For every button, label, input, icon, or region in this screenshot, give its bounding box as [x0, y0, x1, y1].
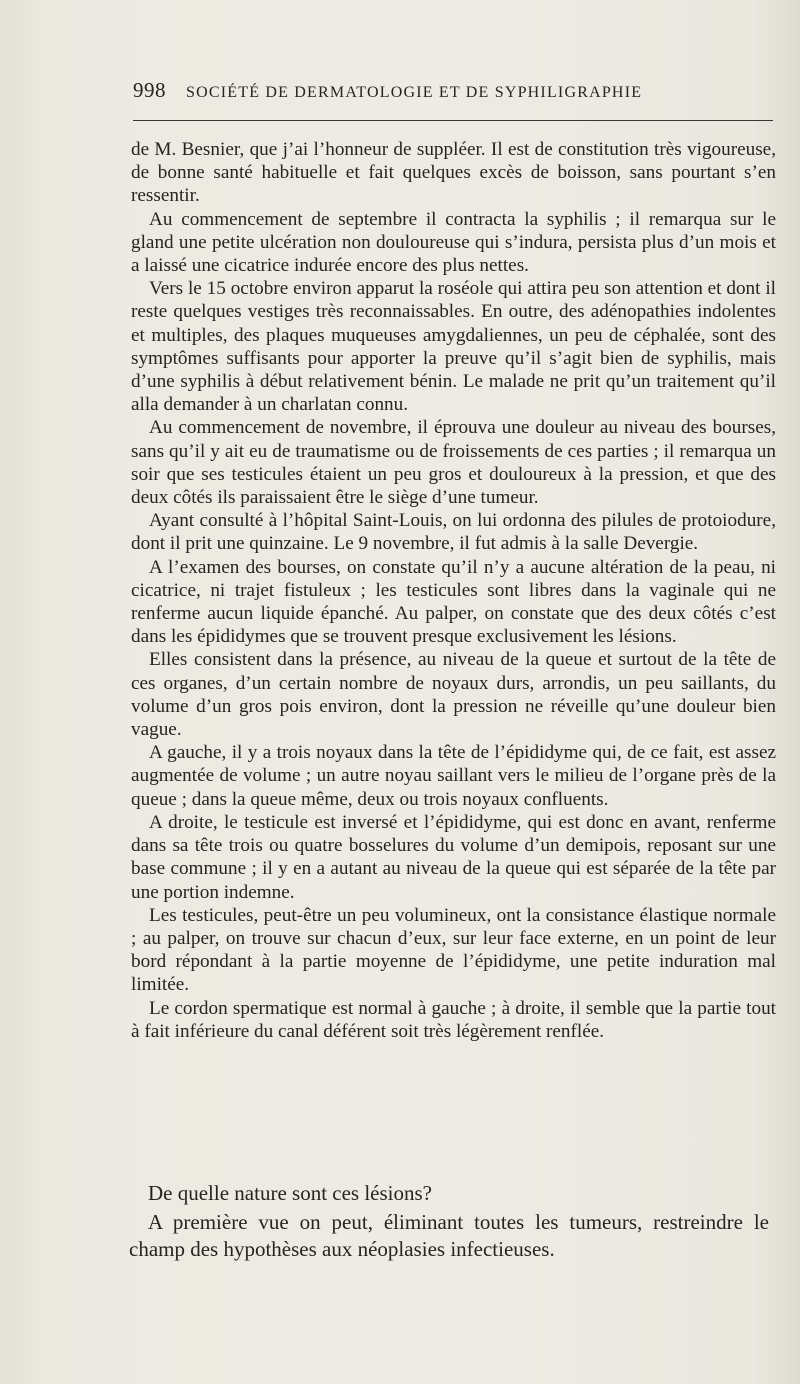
paragraph: Le cordon spermatique est normal à gauche ; à droite, il semble que la partie tout à fait inférieure du canal déférent soit très légèrement renflée.: [131, 997, 776, 1042]
paragraph: Ayant consulté à l’hôpital Saint-Louis, on lui ordonna des pilules de protoiodure, dont il prit une quinzaine. Le 9 novembre, il fut admis à la salle Devergie.: [131, 510, 776, 555]
paragraph: Elles consistent dans la présence, au niveau de la queue et surtout de la tête de ces organes, d’un certain nombre de noyaux durs, arrondis, un peu saillants, du volume d’un gros pois environ, dont la pression ne réveille qu’une douleur bien vague.: [131, 649, 776, 741]
header-rule: [133, 120, 773, 121]
page-number: 998: [133, 78, 166, 102]
paragraph: A l’examen des bourses, on constate qu’il n’y a aucune altération de la peau, ni cicatrice, ni trajet fistuleux ; les testicules sont libres dans la vaginale qui ne renferme aucun liquide épanché. Au palper, on constate que des deux côtés c’est dans les épididymes que se trouvent presque exclusivement les lésions.: [131, 556, 776, 648]
paragraph: Au commencement de septembre il contracta la syphilis ; il remarqua sur le gland une petite ulcération non douloureuse qui s’indura, persista plus d’un mois et a laissé une cicatrice indurée encore des plus nettes.: [131, 208, 776, 277]
paragraph: de M. Besnier, que j’ai l’honneur de suppléer. Il est de constitution très vigoureuse, de bonne santé habituelle et fait quelques excès de boisson, sans pourtant s’en ressentir.: [131, 139, 776, 207]
closing-answer: A première vue on peut, éliminant toutes les tumeurs, restreindre le champ des hypothèses aux néoplasies infectieuses.: [129, 1209, 769, 1261]
paragraph: A gauche, il y a trois noyaux dans la tête de l’épididyme qui, de ce fait, est assez augmentée de volume ; un autre noyau saillant vers le milieu de l’organe près de la queue ; dans la queue même, deux ou trois noyaux confluents.: [131, 742, 776, 810]
paragraph: Les testicules, peut-être un peu volumineux, ont la consistance élastique normale ; au palper, on trouve sur chacun d’eux, sur leur face externe, en un point de leur bord répondant à la partie moyenne de l’épididyme, une petite induration mal limitée.: [131, 904, 776, 996]
body-text: [131, 138, 776, 1043]
paragraph: A droite, le testicule est inversé et l’épididyme, qui est donc en avant, renferme dans sa tête trois ou quatre bosselures du volume d’un demipois, reposant sur une base commune ; il y en a autant au niveau de la queue qui est séparée de la tête par une portion indemne.: [131, 811, 776, 903]
paragraph: Au commencement de novembre, il éprouva une douleur au niveau des bourses, sans qu’il y ait eu de traumatisme ou de froissements de ces parties ; il remarqua un soir que ses testicules étaient un peu gros et douloureux à la pression, et que des deux côtés ils paraissaient être le siège d’une tumeur.: [131, 417, 776, 509]
closing-question: De quelle nature sont ces lésions?: [148, 1181, 432, 1205]
running-title: SOCIÉTÉ DE DERMATOLOGIE ET DE SYPHILIGRAPHIE: [186, 84, 643, 101]
paragraph: Vers le 15 octobre environ apparut la roséole qui attira peu son attention et dont il reste quelques vestiges très reconnaissables. En outre, des adénopathies indolentes et multiples, des plaques muqueuses amygdaliennes, un peu de céphalée, sont des symptômes suffisants pour apporter la preuve qu’il s’agit bien de syphilis, mais d’une syphilis à début relativement bénin. Le malade ne prit qu’un traitement qu’il alla demander à un charlatan connu.: [131, 278, 776, 416]
closing-section: [129, 1180, 769, 1264]
page-header: [133, 78, 773, 108]
